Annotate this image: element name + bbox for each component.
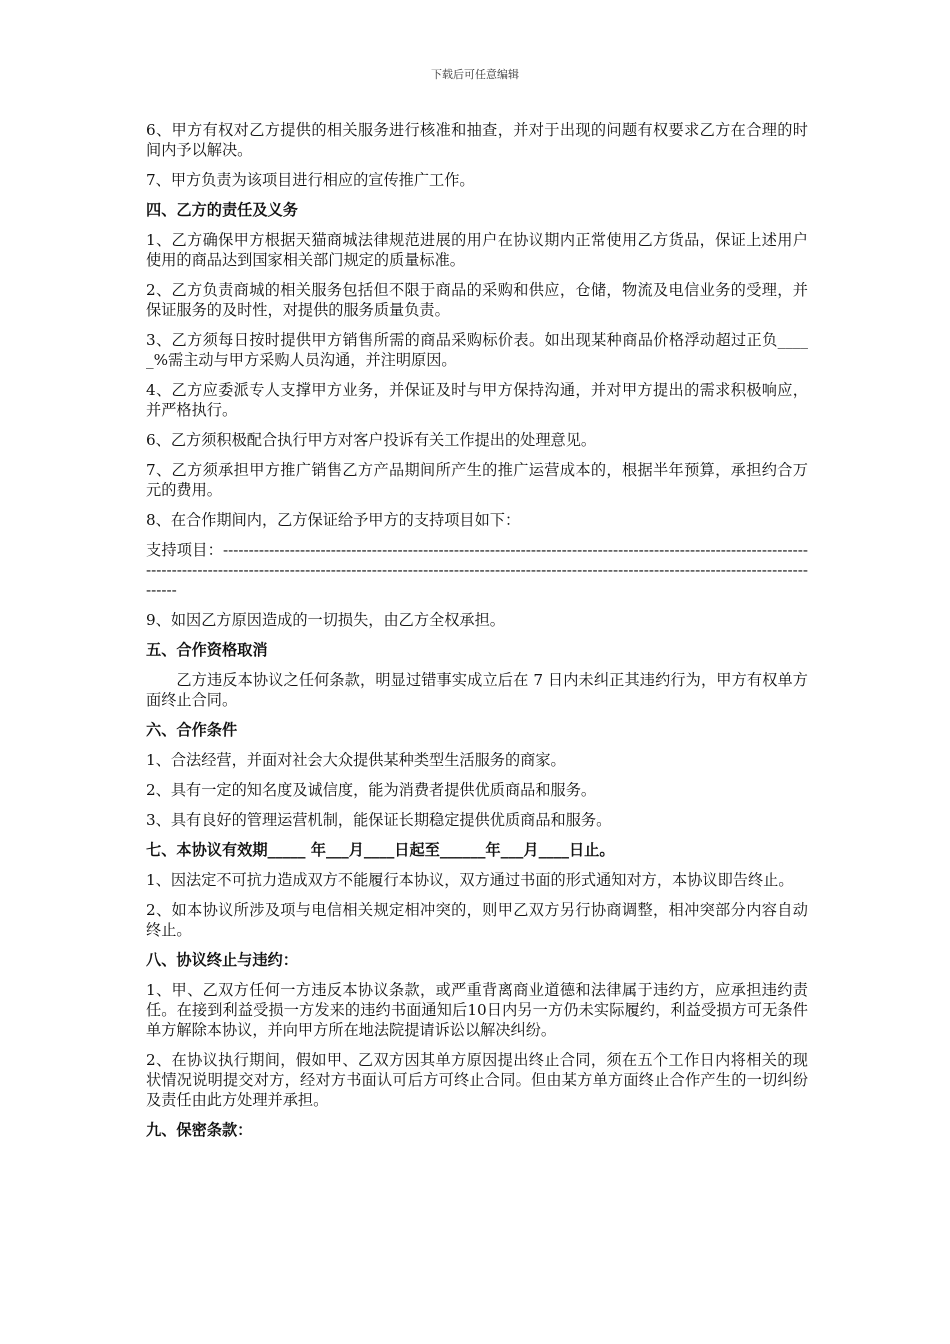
section-heading: 六、合作条件 bbox=[146, 721, 238, 739]
support-items-line: 支持项目：--------------------------------------------------------------------------------------------------------------------------------------------------------------------------------------------------------------------------------------------------------- bbox=[146, 541, 808, 599]
paragraph: 7、甲方负责为该项目进行相应的宣传推广工作。 bbox=[146, 171, 475, 189]
paragraph: 1、合法经营，并面对社会大众提供某种类型生活服务的商家。 bbox=[146, 751, 566, 769]
paragraph: 1、甲、乙双方任何一方违反本协议条款，或严重背离商业道德和法律属于违约方，应承担违约责任。在接到利益受损一方发来的违约书面通知后10日内另一方仍未实际履约，利益受损方可无条件单方解除本协议，并向甲方所在地法院提请诉讼以解决纠纷。 bbox=[146, 981, 808, 1039]
paragraph: 2、具有一定的知名度及诚信度，能为消费者提供优质商品和服务。 bbox=[146, 781, 597, 799]
paragraph: 3、乙方须每日按时提供甲方销售所需的商品采购标价表。如出现某种商品价格浮动超过正负_____%需主动与甲方采购人员沟通，并注明原因。 bbox=[146, 331, 808, 369]
paragraph: 乙方违反本协议之任何条款，明显过错事实成立后在 7 日内未纠正其违约行为，甲方有权单方面终止合同。 bbox=[146, 671, 808, 709]
paragraph: 7、乙方须承担甲方推广销售乙方产品期间所产生的推广运营成本的，根据半年预算，承担约合万元的费用。 bbox=[146, 461, 808, 499]
document-body bbox=[146, 120, 808, 1150]
section-heading: 九、保密条款： bbox=[146, 1121, 253, 1139]
page-header: 下载后可任意编辑 bbox=[431, 68, 519, 81]
paragraph: 8、在合作期间内，乙方保证给予甲方的支持项目如下： bbox=[146, 511, 521, 529]
paragraph: 9、如因乙方原因造成的一切损失，由乙方全权承担。 bbox=[146, 611, 505, 629]
paragraph: 1、乙方确保甲方根据天猫商城法律规范进展的用户在协议期内正常使用乙方货品，保证上述用户使用的商品达到国家相关部门规定的质量标准。 bbox=[146, 231, 808, 269]
paragraph: 2、乙方负责商城的相关服务包括但不限于商品的采购和供应，仓储，物流及电信业务的受理，并保证服务的及时性，对提供的服务质量负责。 bbox=[146, 281, 808, 319]
section-heading: 五、合作资格取消 bbox=[146, 641, 268, 659]
paragraph: 4、乙方应委派专人支撑甲方业务，并保证及时与甲方保持沟通，并对甲方提出的需求积极响应，并严格执行。 bbox=[146, 381, 808, 419]
paragraph: 1、因法定不可抗力造成双方不能履行本协议，双方通过书面的形式通知对方，本协议即告终止。 bbox=[146, 871, 794, 889]
section-heading: 七、本协议有效期_____ 年___月____日起至______年___月____日止。 bbox=[146, 841, 615, 859]
section-heading: 八、协议终止与违约： bbox=[146, 951, 298, 969]
section-heading: 四、乙方的责任及义务 bbox=[146, 201, 298, 219]
paragraph: 3、具有良好的管理运营机制，能保证长期稳定提供优质商品和服务。 bbox=[146, 811, 612, 829]
paragraph: 6、乙方须积极配合执行甲方对客户投诉有关工作提出的处理意见。 bbox=[146, 431, 597, 449]
paragraph: 6、甲方有权对乙方提供的相关服务进行核准和抽查，并对于出现的问题有权要求乙方在合理的时间内予以解决。 bbox=[146, 121, 808, 159]
paragraph: 2、在协议执行期间，假如甲、乙双方因其单方原因提出终止合同，须在五个工作日内将相关的现状情况说明提交对方，经对方书面认可后方可终止合同。但由某方单方面终止合作产生的一切纠纷及责任由此方处理并承担。 bbox=[146, 1051, 808, 1109]
paragraph: 2、如本协议所涉及项与电信相关规定相冲突的，则甲乙双方另行协商调整，相冲突部分内容自动终止。 bbox=[146, 901, 808, 939]
